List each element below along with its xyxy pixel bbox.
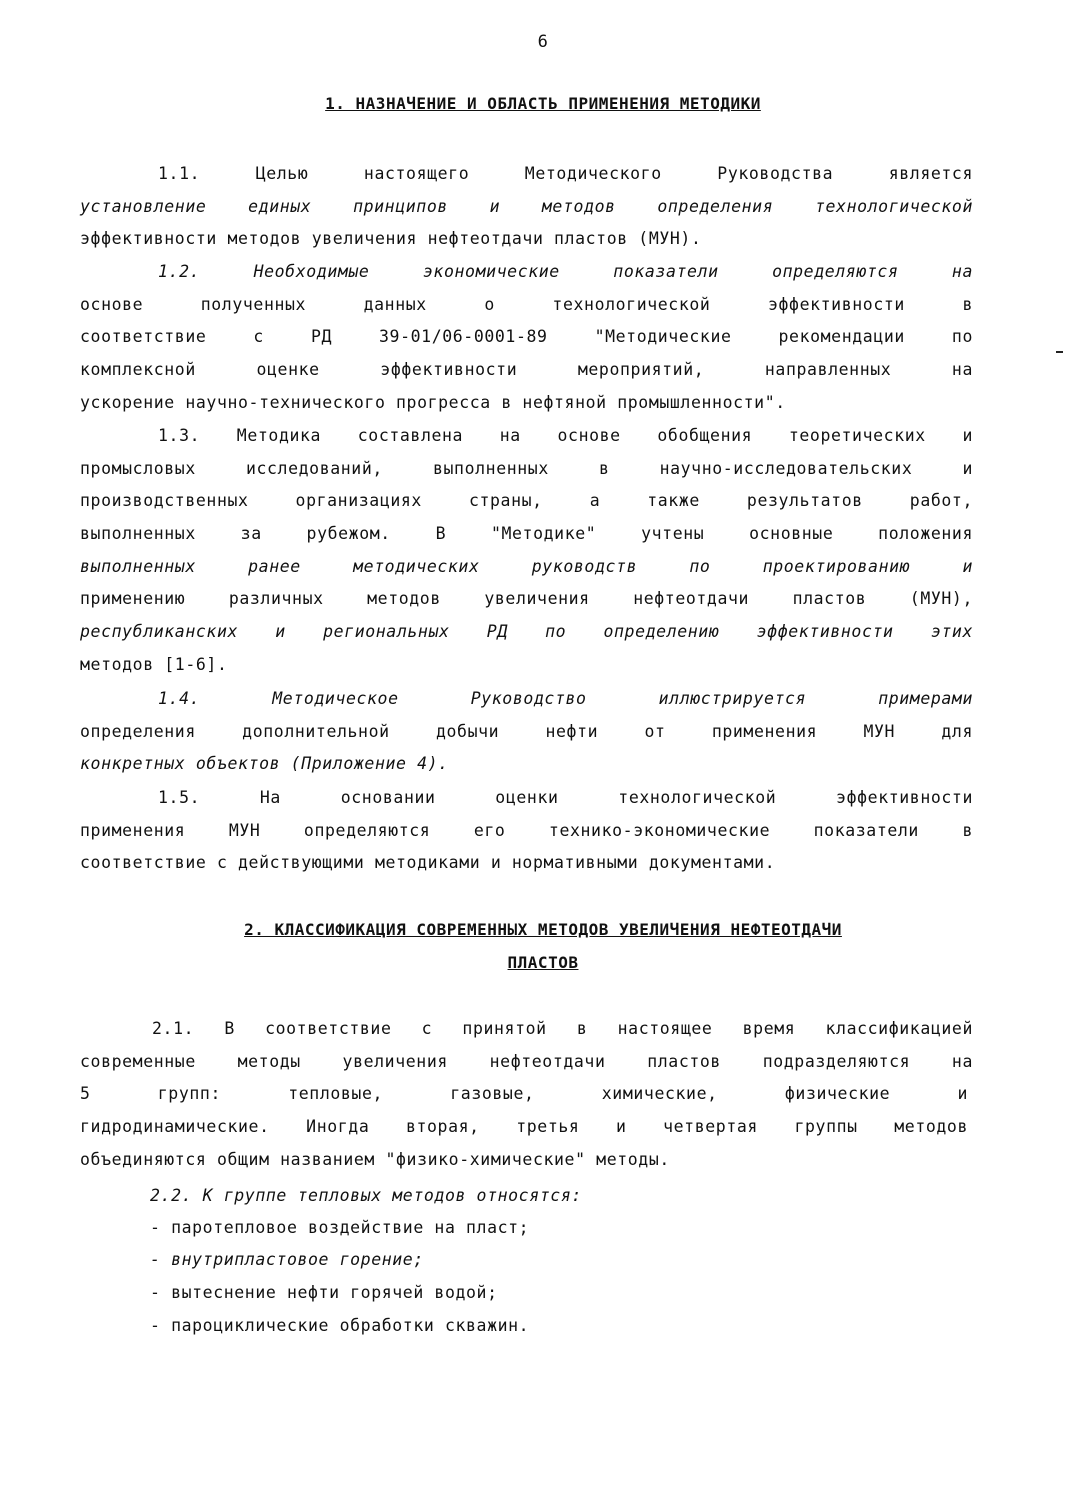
paragraph-1-3 [80,420,973,682]
page-number: 6 [537,32,549,52]
text-line: 1.2. Необходимые экономические показатели определяются на [158,262,973,281]
text-line: 2.1. В соответствие с принятой в настоящее время классификацией [152,1019,973,1038]
scan-mark [1056,351,1063,353]
text-line: определения дополнительной добычи нефти от применения МУН для [80,721,973,741]
section-2-heading-line-1: 2. КЛАССИФИКАЦИЯ СОВРЕМЕННЫХ МЕТОДОВ УВЕЛИЧЕНИЯ НЕФТЕОТДАЧИ [244,920,842,939]
text-line: современные методы увеличения нефтеотдачи пластов подразделяются на [80,1051,973,1071]
text-line: объединяются общим названием "физико-химические" методы. [80,1149,670,1169]
text-line: ускорение научно-технического прогресса в нефтяной промышленности". [80,392,786,412]
text-line: 1.1. Целью настоящего Методического Руководства является [158,164,973,183]
text-line: выполненных за рубежом. В "Методике" учтены основные положения [80,524,973,544]
text-line: методов [1-6]. [80,654,228,674]
text-line: республиканских и региональных РД по определению эффективности этих [80,622,973,642]
list-item: - внутрипластовое горение; [150,1250,424,1269]
text-line: основе полученных данных о технологической эффективности в [80,294,973,314]
text-line: эффективности методов увеличения нефтеотдачи пластов (МУН). [80,229,702,249]
text-line: комплексной оценке эффективности мероприятий, направленных на [80,360,973,380]
text-line: промысловых исследований, выполненных в научно-исследовательских и [80,458,973,478]
list-item: - вытеснение нефти горячей водой; [150,1283,498,1302]
section-2-heading-line-2: ПЛАСТОВ [507,953,579,972]
paragraph-1-4 [80,683,973,781]
paragraph-1-1 [80,158,973,256]
text-line: соответствие с действующими методиками и нормативными документами. [80,853,776,873]
text-line: 1.4. Методическое Руководство иллюстрируется примерами [158,689,973,708]
text-line: выполненных ранее методических руководств по проектированию и [80,556,973,576]
list-item: - пароциклические обработки скважин. [150,1316,530,1335]
paragraph-2-1 [80,1013,973,1176]
text-line: 1.5. На основании оценки технологической эффективности [158,788,973,807]
text-line: конкретных объектов (Приложение 4). [80,754,449,774]
text-line: соответствие с РД 39-01/06-0001-89 "Методические рекомендации по [80,327,973,347]
paragraph-1-2 [80,256,973,419]
text-line: применения МУН определяются его технико-экономические показатели в [80,820,973,840]
text-line: 5 групп: тепловые, газовые, химические, физические и [80,1084,968,1104]
section-1-heading: 1. НАЗНАЧЕНИЕ И ОБЛАСТЬ ПРИМЕНЕНИЯ МЕТОДИКИ [325,94,761,113]
paragraph-1-5 [80,782,973,880]
paragraph-2-2: 2.2. К группе тепловых методов относятся: [150,1186,582,1205]
text-line: установление единых принципов и методов определения технологической [80,196,973,216]
list-item: - паротепловое воздействие на пласт; [150,1218,530,1237]
text-line: гидродинамические. Иногда вторая, третья и четвертая группы методов [80,1117,968,1137]
text-line: 1.3. Методика составлена на основе обобщения теоретических и [158,426,973,445]
text-line: производственных организациях страны, а также результатов работ, [80,491,973,511]
text-line: применению различных методов увеличения нефтеотдачи пластов (МУН), [80,589,973,609]
